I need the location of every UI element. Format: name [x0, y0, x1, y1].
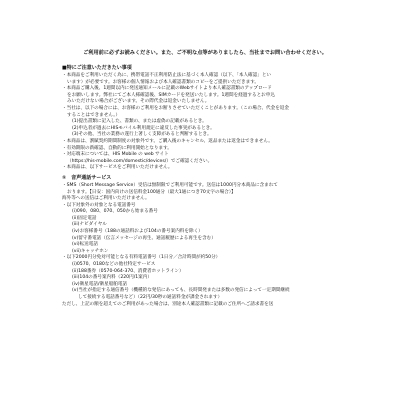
service-line: (vi)転送電話	[72, 242, 98, 248]
note-line: (3)その他、当社の業務の遂行上著しく支障があると判断するとき。	[72, 132, 212, 138]
page-header-notice: ご利用前に必ずお読みください。また、ご不明な点等がありましたら、当社までお問い合わせください。	[83, 50, 327, 56]
note-line: (1)提出書類に記入した、書類の、または虚偽の記載があるとき。	[72, 119, 207, 125]
service-line: 海外等への送信はご利用いただけません。	[62, 196, 150, 202]
note-line: ・本商品は、割賦契約期間制度の対象外です。ご購入後のキャンセル、返品または返金はできません。	[62, 138, 273, 144]
service-line: (iv)衛星電話/衛星船舶電話	[72, 281, 128, 287]
service-line: (iii)ナビダイヤル	[72, 222, 107, 228]
service-line: (i)0570、0180などの他社特定サービス	[72, 262, 156, 268]
service-line: して接続する電話番号など）（22円/30秒の通話料金が課金されます）	[78, 295, 223, 300]
service-line: ただし、上記の額を超えてのご利用があった場合は、別途本人確認書類に記載のご住所へご請求書を送	[62, 301, 274, 307]
note-line: をお願いします。弊社にてご本人様確認後、SIMカードを発送いたします。1週間を経過するとお申込	[67, 92, 275, 98]
service-line: (v)当社が指定する通信番号（機種的な発信にあっても、長時間発または多数の発信によって一定期間継続	[72, 288, 290, 294]
note-line: ・有効期限の新確認、自動的に利用開始となります。	[62, 145, 172, 151]
note-line: ・対応端末については、HIS Mobile の web サイト	[62, 152, 169, 158]
services-list	[62, 183, 354, 308]
service-line: (ii)188番券（0570-064-370、消費者ホットライン）	[72, 268, 184, 274]
service-line: (iii)104の番号案内料（220円/1案内）	[72, 275, 152, 281]
service-line: (iv)お客様番号（188の通話料および104の番号案内料を除く）	[72, 229, 203, 235]
note-line: ・本商品は、以下サービスをご利用いただけません。	[62, 165, 173, 171]
section-title-voice-service: ① 音声通話サービス	[62, 174, 112, 181]
service-line: ・SMS（Short Message Service）受信は無制限でご利用可能です。送信は1000円分本商品に含まれて	[62, 182, 278, 188]
note-line: (2)申込者が過去にHISモバイル利用規定に違反した事実があるとき。	[72, 125, 215, 131]
service-line: ・以下2000円分免対可能となる有料電話番号（1日分／合計時間が約50分）	[62, 255, 221, 261]
note-line: ・本商品ご購入後、1週間以内に発送通知メールに記載のWebサイトより本人確認書類のアップロード	[62, 86, 272, 92]
section-title-notes: ■特にご注意いただきたい事項	[62, 65, 132, 71]
note-line: みいただけない場合がございます。その際代金は返金いたしません。	[67, 99, 210, 105]
service-line: (v)留守番電話（伝言メッセージの再生、通話履歴による再生を含む）	[72, 235, 216, 241]
note-line: います）が必要です。お客様の個人情報および本人確認書類のコピーをご提供いただきます。	[67, 79, 260, 85]
service-line: ・以下対象外の対象となる電話番号	[62, 202, 136, 208]
note-line: することはできません。）	[67, 112, 121, 118]
note-line: （https://his-mobile.com/domestic/devices/）でご確認ください。	[67, 158, 213, 164]
service-line: (i)090、080、070、050から始まる番号	[72, 209, 158, 215]
service-line: (vii)キャッチホン	[72, 248, 109, 254]
note-line: ・当社は、以下の場合には、お客様のご利用をお断りさせていただくことがあります。（この場合、代金を返金	[62, 105, 290, 111]
note-line: ・本商品をご利用いただく為に、携帯電話不正利用防止法に基づく本人確認（以下、「本人確認」とい	[62, 73, 272, 78]
service-line: (ii)固定電話	[72, 215, 97, 221]
notes-list	[62, 73, 354, 172]
service-line: おります。【日安：国内向けの送信料金100通分（最大1通につき70文字の場合）】	[67, 189, 236, 195]
